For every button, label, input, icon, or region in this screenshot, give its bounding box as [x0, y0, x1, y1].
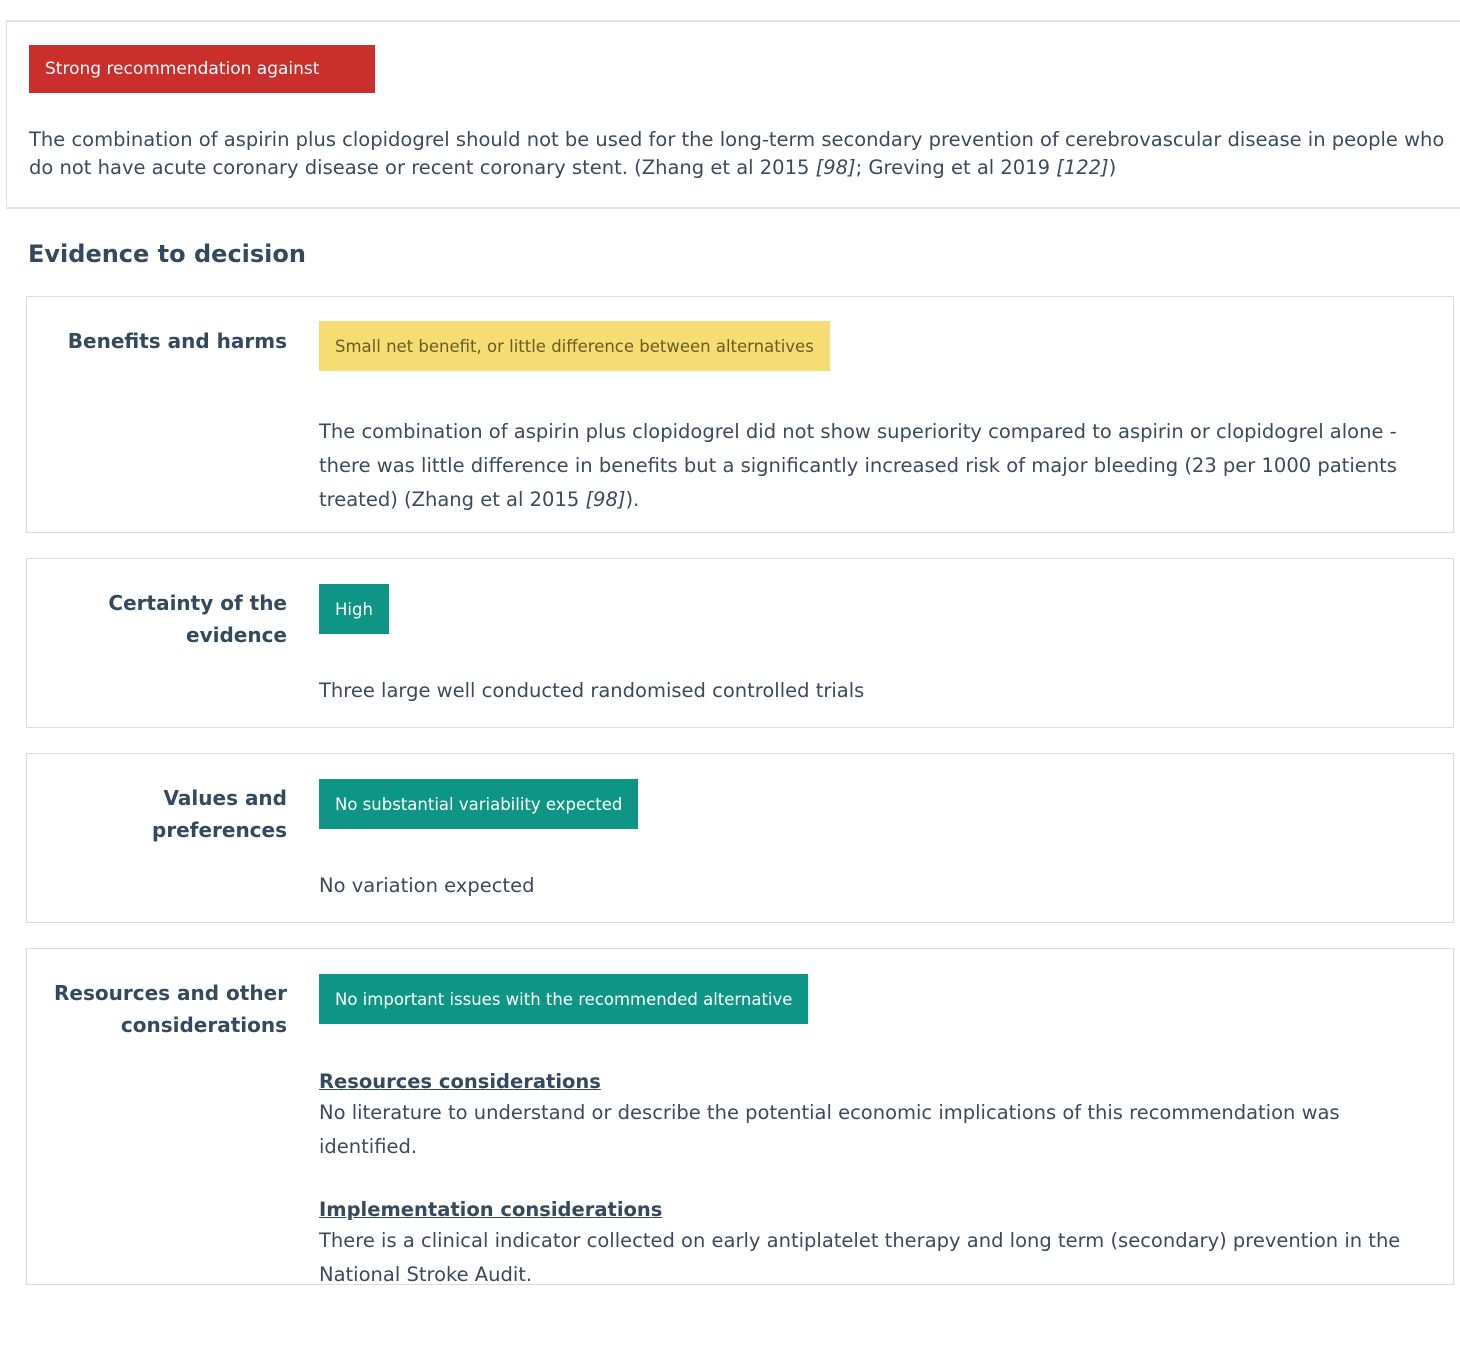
certainty-label-line2: evidence	[186, 623, 287, 647]
resources-label-line1: Resources and other	[54, 981, 287, 1005]
benefits-harms-text-main: The combination of aspirin plus clopidogrel did not show superiority compared to aspirin or clopidogrel alone - there was little difference in benefits but a significantly increased risk of major bleeding (23 per 1000 patients treated) (Zhang et al 2015	[319, 420, 1397, 511]
recommendation-strength-badge	[29, 45, 375, 93]
benefits-harms-text	[319, 415, 1429, 517]
resources-considerations-heading: Resources considerations	[319, 1070, 601, 1093]
resources-considerations-text: No literature to understand or describe the potential economic implications of this recommendation was identified.	[319, 1101, 1340, 1158]
values-label-line1: Values and	[163, 786, 287, 810]
certainty-label-line1: Certainty of the	[108, 591, 287, 615]
resources-label	[37, 977, 287, 1041]
resources-card	[26, 948, 1454, 1285]
resources-label-line2: considerations	[120, 1013, 287, 1037]
recommendation-text-main: The combination of aspirin plus clopidogrel should not be used for the long-term secondary prevention of cerebrovascular disease in people who do not have acute coronary disease or recent coronary stent. (Zhang et al 2015	[29, 128, 1445, 179]
values-text: No variation expected	[319, 874, 535, 897]
implementation-considerations-heading: Implementation considerations	[319, 1198, 663, 1221]
benefits-harms-label: Benefits and harms	[67, 329, 287, 353]
recommendation-text-mid: ; Greving et al 2019	[855, 156, 1057, 179]
benefits-harms-text-end: ).	[625, 488, 640, 511]
certainty-content	[319, 584, 1429, 708]
recommendation-box	[6, 22, 1460, 209]
values-badge: No substantial variability expected	[319, 779, 638, 829]
certainty-badge: High	[319, 584, 389, 634]
recommendation-text-end: )	[1108, 156, 1117, 179]
implementation-considerations-text: There is a clinical indicator collected on early antiplatelet therapy and long term (secondary) prevention in the National Stroke Audit.	[319, 1229, 1401, 1286]
reference-link-122[interactable]: [122]	[1056, 156, 1109, 179]
reference-link-98-benefits[interactable]: [98]	[585, 488, 626, 511]
evidence-to-decision-title: Evidence to decision	[28, 240, 306, 268]
values-card	[26, 753, 1454, 923]
values-label-line2: preferences	[152, 818, 287, 842]
resources-badge: No important issues with the recommended alternative	[319, 974, 808, 1024]
benefits-harms-badge: Small net benefit, or little difference between alternatives	[319, 321, 830, 371]
reference-link-98[interactable]: [98]	[815, 156, 856, 179]
certainty-text: Three large well conducted randomised controlled trials	[319, 679, 865, 702]
values-content	[319, 779, 1429, 903]
recommendation-strength-label: Strong recommendation against	[45, 59, 320, 79]
certainty-card	[26, 558, 1454, 728]
recommendation-text	[29, 126, 1449, 182]
values-label	[37, 782, 287, 846]
benefits-harms-card	[26, 296, 1454, 533]
certainty-label	[37, 587, 287, 651]
resources-content	[319, 974, 1429, 1292]
benefits-harms-content	[319, 321, 1429, 517]
